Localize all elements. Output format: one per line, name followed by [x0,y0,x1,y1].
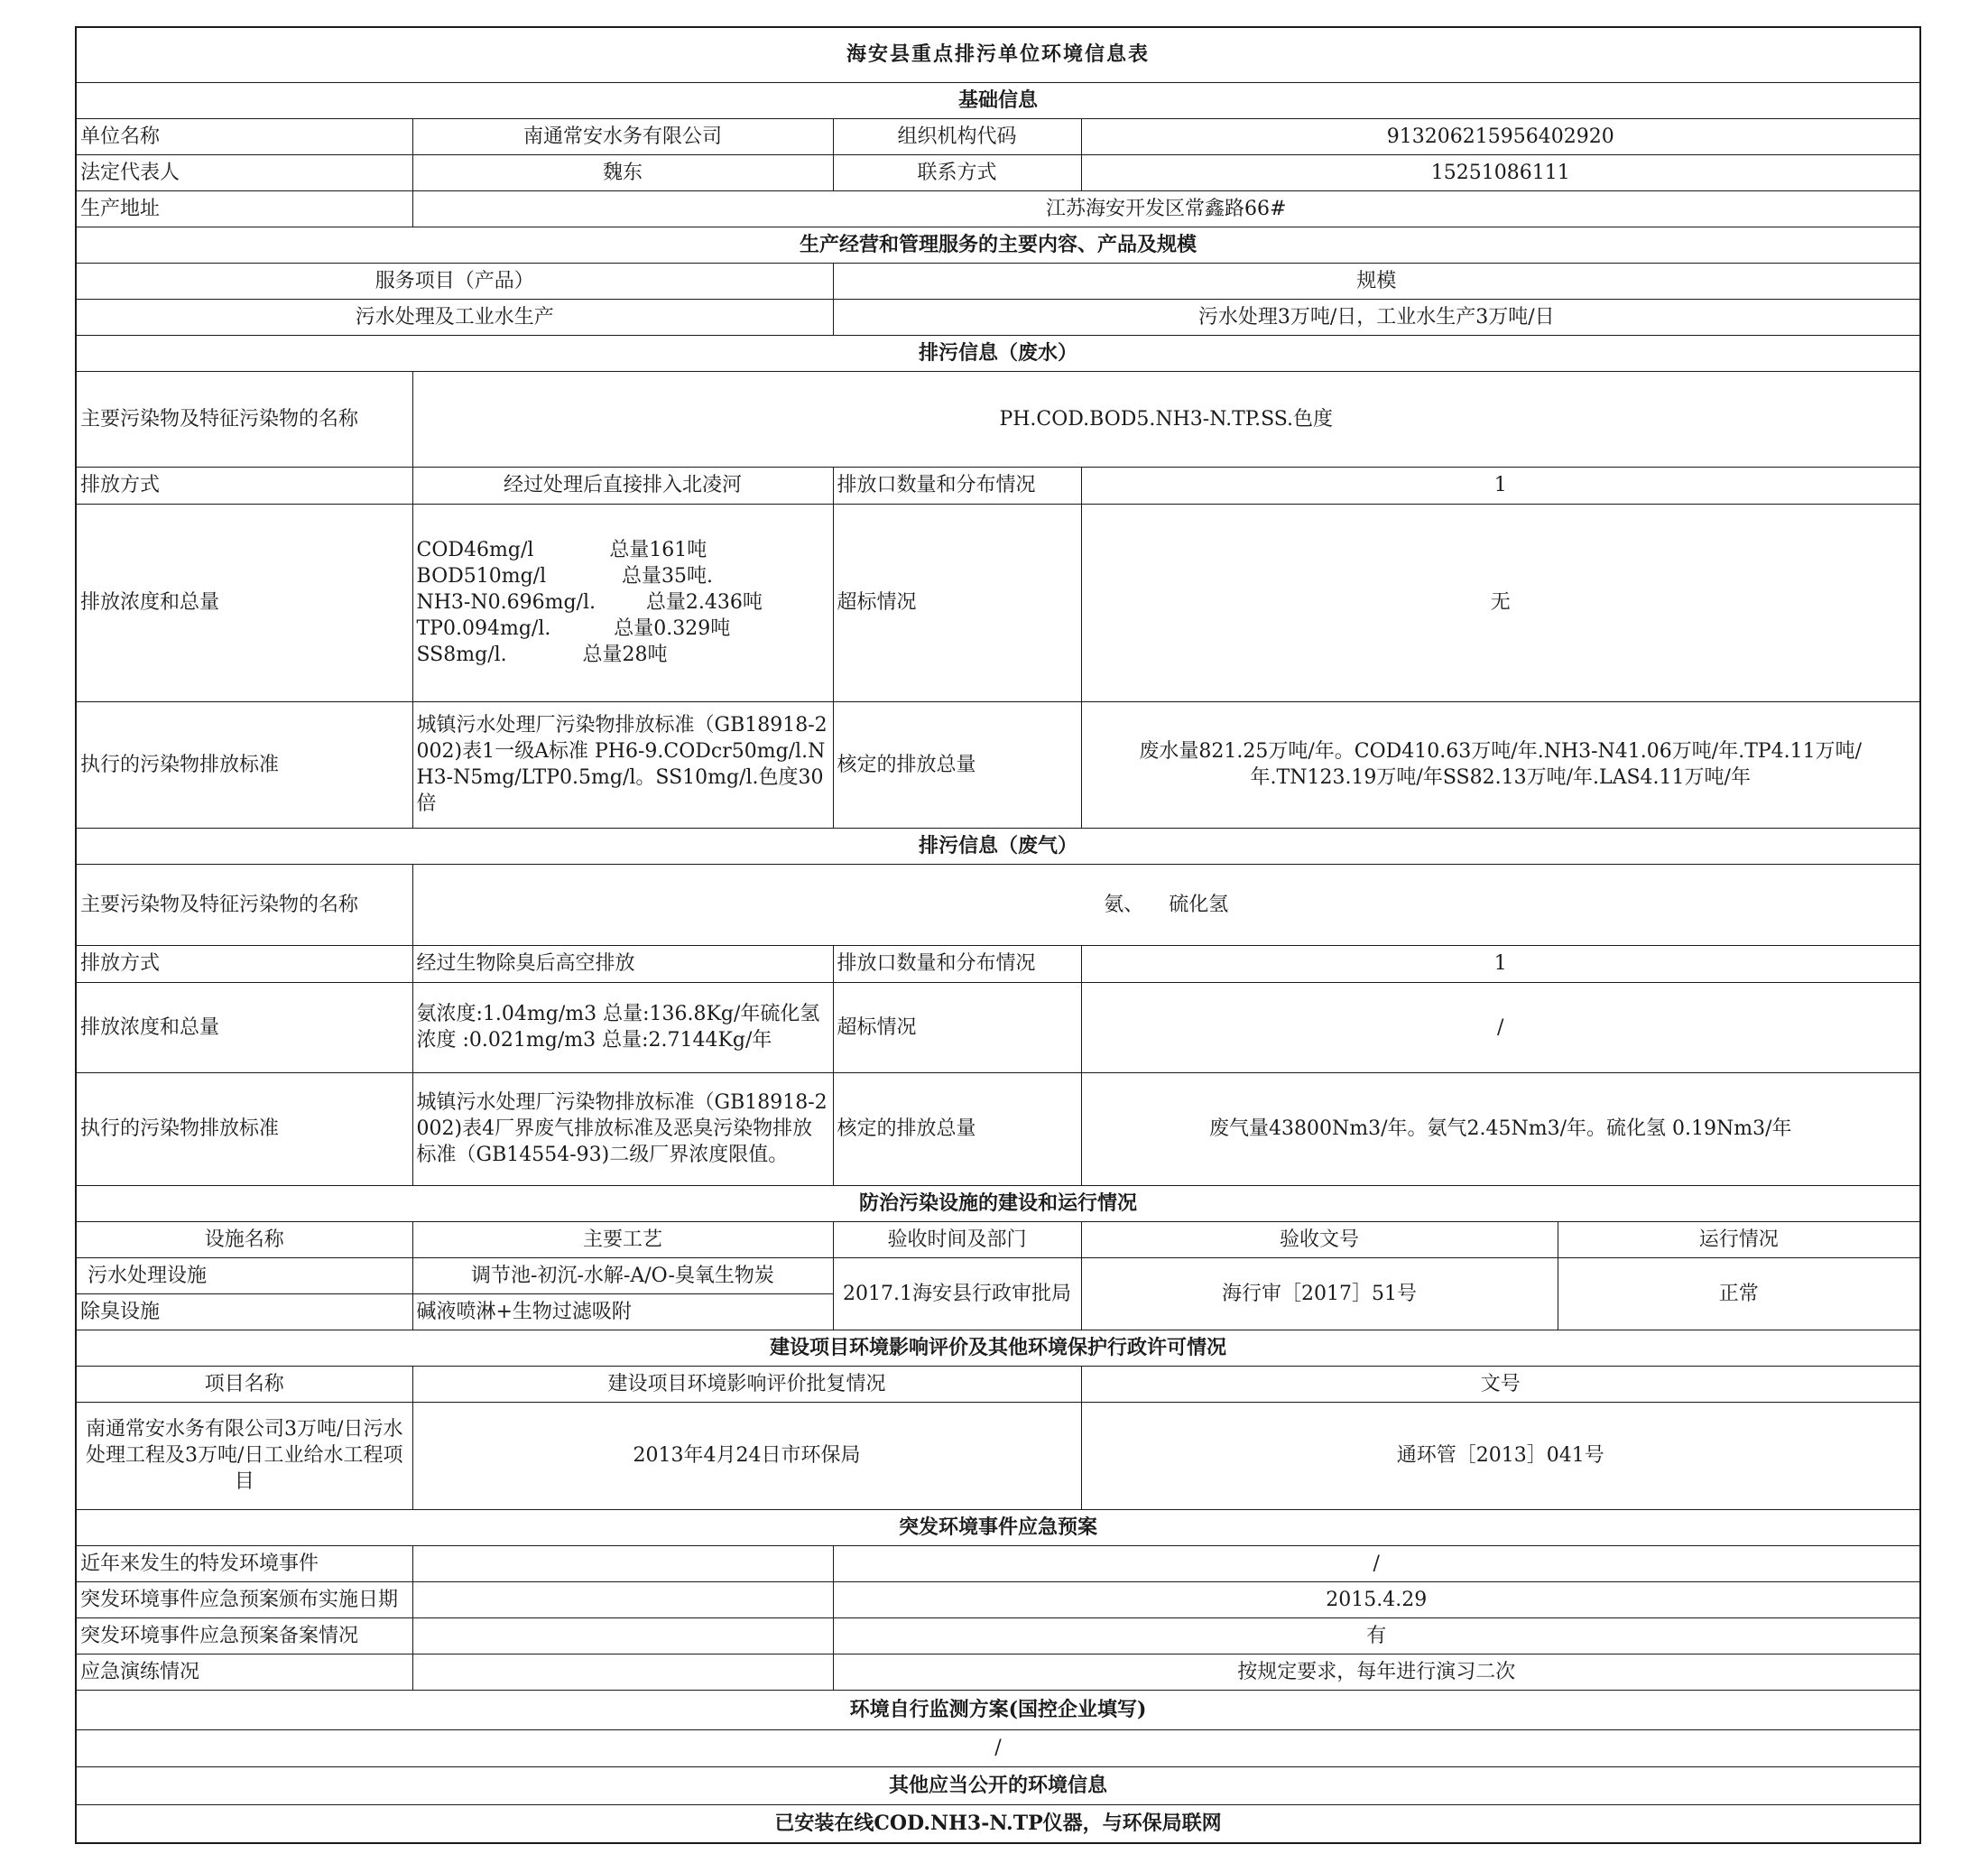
emergency-date-label: 突发环境事件应急预案颁布实施日期 [76,1581,412,1617]
ww-concentration-value: COD46mg/l 总量161吨 BOD510mg/l 总量35吨. NH3-N0.696mg/l. 总量2.436吨 TP0.094mg/l. 总量0.329吨 SS8mg/l. 总量28吨 [412,504,833,701]
ww-method-label: 排放方式 [76,467,412,504]
section-other: 其他应当公开的环境信息 [76,1766,1920,1804]
unit-name-value: 南通常安水务有限公司 [412,118,833,154]
section-facilities: 防治污染设施的建设和运行情况 [76,1185,1920,1221]
ww-approved-value: 废水量821.25万吨/年。COD410.63万吨/年.NH3-N41.06万吨/年.TP4.11万吨/年.TN123.19万吨/年SS82.13万吨/年.LAS4.11万吨/年 [1081,701,1920,828]
section-eia: 建设项目环境影响评价及其他环境保护行政许可情况 [76,1330,1920,1366]
scale-label: 规模 [833,263,1920,299]
service-label: 服务项目（产品） [76,263,833,299]
service-value: 污水处理及工业水生产 [76,299,833,335]
emergency-drill-value: 按规定要求，每年进行演习二次 [833,1654,1920,1690]
eia-header-project: 项目名称 [76,1366,412,1402]
ex-outlets-label: 排放口数量和分布情况 [833,945,1081,982]
eia-project: 南通常安水务有限公司3万吨/日污水处理工程及3万吨/日工业给水工程项目 [76,1402,412,1509]
ex-concentration-label: 排放浓度和总量 [76,982,412,1072]
emergency-drill-label: 应急演练情况 [76,1654,412,1690]
org-code-value: 913206215956402920 [1081,118,1920,154]
ww-pollutants-label: 主要污染物及特征污染物的名称 [76,371,412,467]
emergency-date-blank [412,1581,833,1617]
address-value: 江苏海安开发区常鑫路66# [412,190,1920,227]
emergency-date-value: 2015.4.29 [833,1581,1920,1617]
ex-outlets-value: 1 [1081,945,1920,982]
ex-approved-label: 核定的排放总量 [833,1072,1081,1185]
ww-outlets-label: 排放口数量和分布情况 [833,467,1081,504]
section-basic-info: 基础信息 [76,82,1920,118]
ex-exceed-value: / [1081,982,1920,1072]
ww-exceed-label: 超标情况 [833,504,1081,701]
eia-doc-no: 通环管［2013］041号 [1081,1402,1920,1509]
section-monitoring: 环境自行监测方案(国控企业填写) [76,1690,1920,1729]
emergency-recent-value: / [833,1545,1920,1581]
facility-acceptance-time: 2017.1海安县行政审批局 [833,1257,1081,1330]
ww-standard-label: 执行的污染物排放标准 [76,701,412,828]
emergency-recent-label: 近年来发生的特发环境事件 [76,1545,412,1581]
contact-label: 联系方式 [833,154,1081,190]
ww-concentration-label: 排放浓度和总量 [76,504,412,701]
section-exhaust: 排污信息（废气） [76,828,1920,864]
facility-status: 正常 [1558,1257,1920,1330]
ex-pollutants-label: 主要污染物及特征污染物的名称 [76,864,412,945]
ww-approved-label: 核定的排放总量 [833,701,1081,828]
facility-header-status: 运行情况 [1558,1221,1920,1257]
section-emergency: 突发环境事件应急预案 [76,1509,1920,1545]
facility-name: 污水处理设施 [76,1257,412,1293]
facility-name: 除臭设施 [76,1293,412,1330]
page-title: 海安县重点排污单位环境信息表 [76,27,1920,82]
emergency-recent-blank [412,1545,833,1581]
other-value: 已安装在线COD.NH3-N.TP仪器，与环保局联网 [76,1804,1920,1843]
eia-approval: 2013年4月24日市环保局 [412,1402,1081,1509]
ex-standard-value: 城镇污水处理厂污染物排放标准（GB18918-2002)表4厂界废气排放标准及恶臭污染物排放标准（GB14554-93)二级厂界浓度限值。 [412,1072,833,1185]
facility-header-name: 设施名称 [76,1221,412,1257]
section-wastewater: 排污信息（废水） [76,335,1920,371]
facility-process: 调节池-初沉-水解-A/O-臭氧生物炭 [412,1257,833,1293]
unit-name-label: 单位名称 [76,118,412,154]
eia-header-approval: 建设项目环境影响评价批复情况 [412,1366,1081,1402]
legal-rep-value: 魏东 [412,154,833,190]
legal-rep-label: 法定代表人 [76,154,412,190]
ex-exceed-label: 超标情况 [833,982,1081,1072]
monitoring-value: / [76,1729,1920,1766]
facility-acceptance-doc: 海行审［2017］51号 [1081,1257,1558,1330]
emergency-filing-blank [412,1617,833,1654]
ex-concentration-value: 氨浓度:1.04mg/m3 总量:136.8Kg/年硫化氢浓度 :0.021mg/m3 总量:2.7144Kg/年 [412,982,833,1072]
environment-info-table [75,26,1921,1844]
facility-process: 碱液喷淋+生物过滤吸附 [412,1293,833,1330]
ex-standard-label: 执行的污染物排放标准 [76,1072,412,1185]
ex-method-label: 排放方式 [76,945,412,982]
facility-header-acceptance-doc: 验收文号 [1081,1221,1558,1257]
ex-method-value: 经过生物除臭后高空排放 [412,945,833,982]
ww-exceed-value: 无 [1081,504,1920,701]
section-production: 生产经营和管理服务的主要内容、产品及规模 [76,227,1920,263]
org-code-label: 组织机构代码 [833,118,1081,154]
ww-pollutants-value: PH.COD.BOD5.NH3-N.TP.SS.色度 [412,371,1920,467]
ex-pollutants-value: 氨、 硫化氢 [412,864,1920,945]
ww-standard-value: 城镇污水处理厂污染物排放标准（GB18918-2002)表1一级A标准 PH6-9.CODcr50mg/l.NH3-N5mg/LTP0.5mg/l。SS10mg/l.色度30倍 [412,701,833,828]
facility-header-process: 主要工艺 [412,1221,833,1257]
eia-header-doc: 文号 [1081,1366,1920,1402]
ww-outlets-value: 1 [1081,467,1920,504]
contact-value: 15251086111 [1081,154,1920,190]
emergency-drill-blank [412,1654,833,1690]
address-label: 生产地址 [76,190,412,227]
scale-value: 污水处理3万吨/日，工业水生产3万吨/日 [833,299,1920,335]
emergency-filing-value: 有 [833,1617,1920,1654]
emergency-filing-label: 突发环境事件应急预案备案情况 [76,1617,412,1654]
ww-method-value: 经过处理后直接排入北凌河 [412,467,833,504]
facility-header-acceptance-time: 验收时间及部门 [833,1221,1081,1257]
ex-approved-value: 废气量43800Nm3/年。氨气2.45Nm3/年。硫化氢 0.19Nm3/年 [1081,1072,1920,1185]
